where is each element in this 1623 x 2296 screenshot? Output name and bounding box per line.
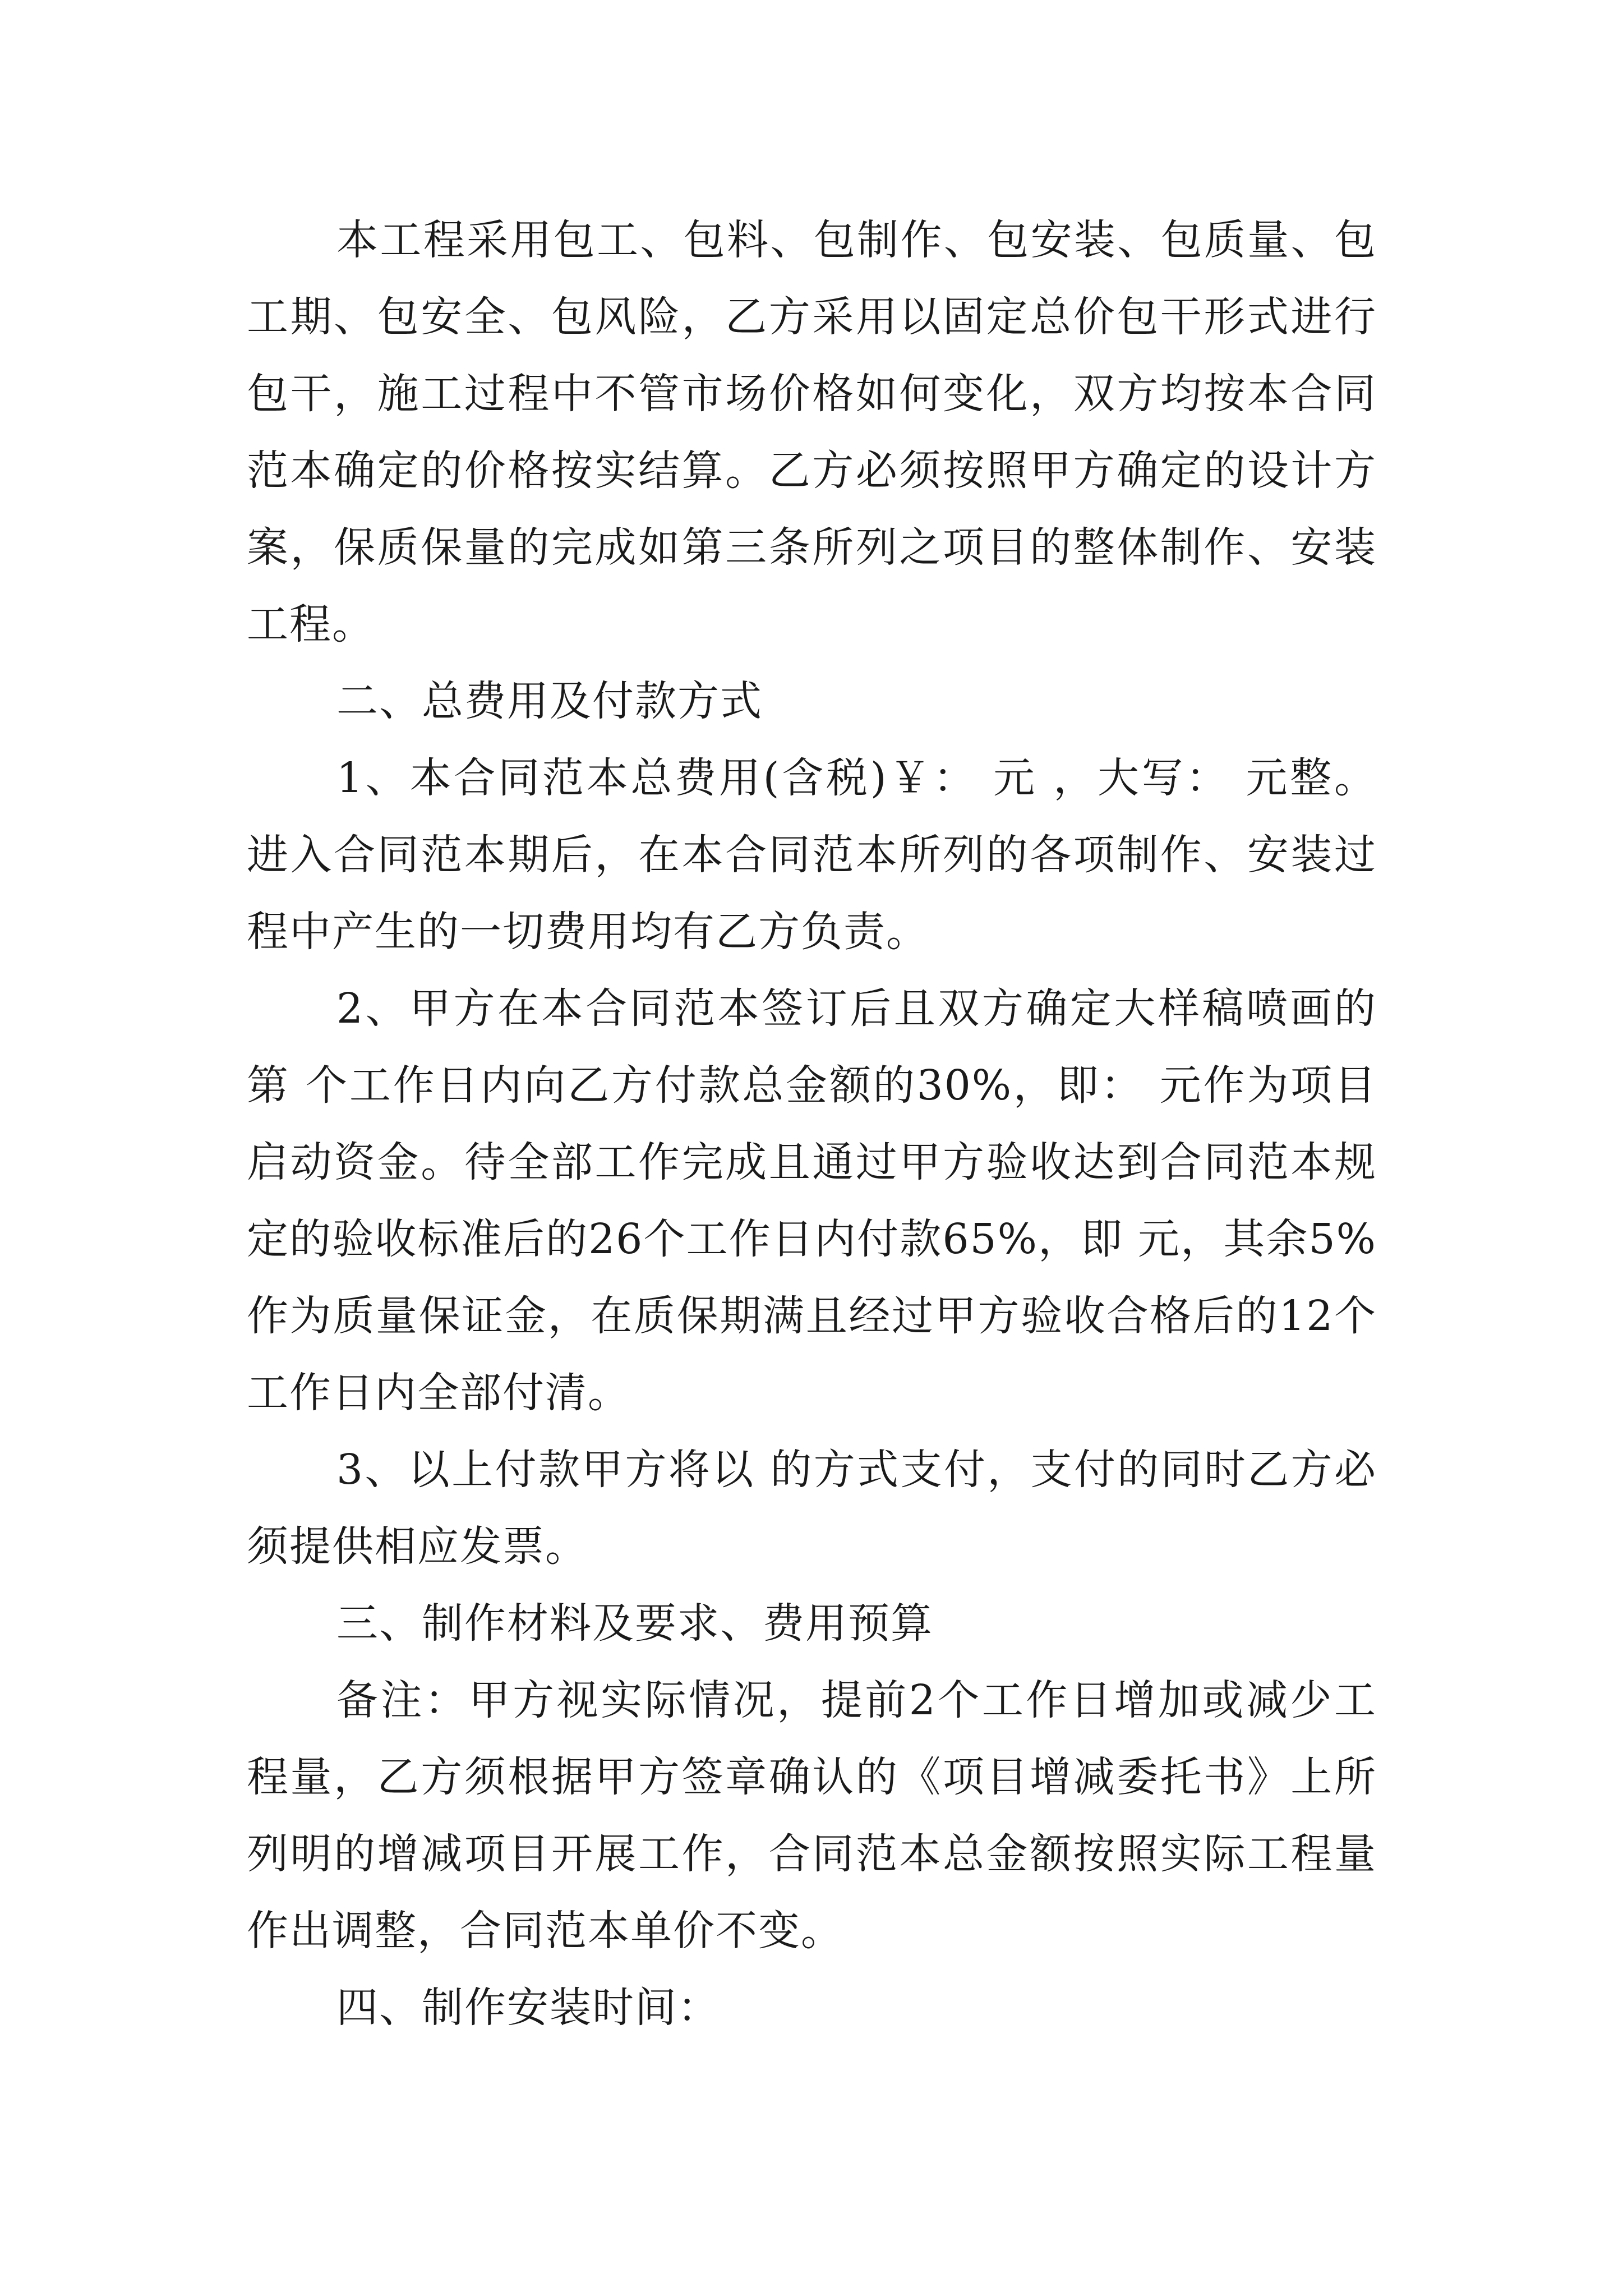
paragraph-payment-method: 3、以上付款甲方将以 的方式支付，支付的同时乙方必须提供相应发票。 [247, 1446, 1377, 1571]
section-heading-installation-time: 四、制作安装时间： [336, 1984, 720, 2032]
paragraph-payment-schedule: 2、甲方在本合同范本签订后且双方确定大样稿喷画的第 个工作日内向乙方付款总金额的30%，即： 元作为项目启动资金。待全部工作完成且通过甲方验收达到合同范本规定的验收标准后的26个工作日内付款65%，即 元，其余5%作为质量保证金，在质保期满且经过甲方验收合格后的12个工作日内全部付清。 [247, 984, 1377, 1417]
section-heading-materials-budget: 三、制作材料及要求、费用预算 [336, 1599, 933, 1648]
document-body [247, 202, 1377, 2046]
paragraph-remarks: 备注：甲方视实际情况，提前2个工作日增加或减少工程量，乙方须根据甲方签章确认的《项目增减委托书》上所列明的增减项目开展工作，合同范本总金额按照实际工程量作出调整，合同范本单价不变。 [247, 1676, 1377, 1955]
paragraph-contract-scope: 本工程采用包工、包料、包制作、包安装、包质量、包工期、包安全、包风险，乙方采用以固定总价包干形式进行包干，施工过程中不管市场价格如何变化，双方均按本合同范本确定的价格按实结算。乙方必须按照甲方确定的设计方案，保质保量的完成如第三条所列之项目的整体制作、安装工程。 [247, 216, 1377, 648]
paragraph-total-fee: 1、本合同范本总费用(含税)￥： 元 ，大写： 元整。进入合同范本期后，在本合同范本所列的各项制作、安装过程中产生的一切费用均有乙方负责。 [247, 754, 1377, 956]
section-heading-fees-payment: 二、总费用及付款方式 [336, 677, 763, 725]
